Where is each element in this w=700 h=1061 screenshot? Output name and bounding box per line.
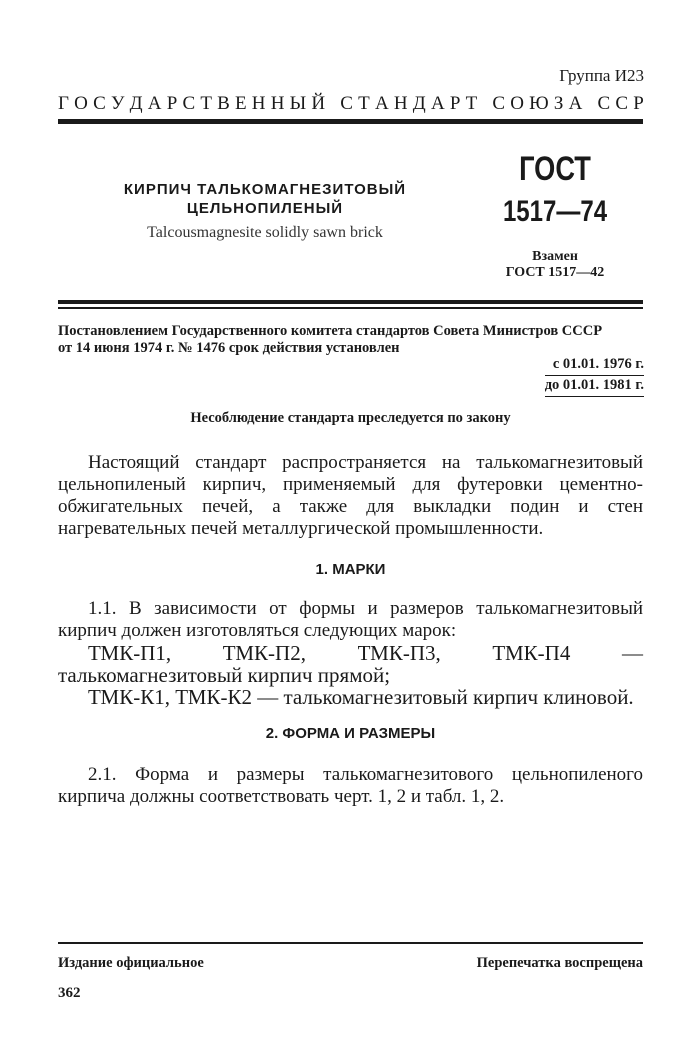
intro-text: Настоящий стандарт распространяется на талькомагнезитовый цельнопиленый кирпич, применяемый для футеровки цементно-обжигательных печей, а также для выкладки подин и стен нагревательных печей металлургической промышленности. — [58, 452, 643, 539]
decree-line-1: Постановлением Государственного комитета стандартов Совета Министров СССР — [58, 323, 603, 339]
title-rule-thin — [58, 307, 643, 309]
section-1-p2: ТМК-П1, ТМК-П2, ТМК-П3, ТМК-П4 — талькомагнезитовый кирпич прямой; — [58, 641, 643, 687]
title-block — [100, 180, 430, 242]
intro-paragraph — [58, 452, 643, 540]
replaces-value: ГОСТ 1517—42 — [505, 265, 605, 280]
gost-block — [480, 150, 630, 281]
header-rule — [58, 119, 643, 124]
section-2-p1: 2.1. Форма и размеры талькомагнезитового цельнопиленого кирпича должны соответствовать черт. 1, 2 и табл. 1, 2. — [58, 764, 643, 807]
decree-line-2: от 14 июня 1974 г. № 1476 срок действия установлен — [58, 340, 400, 356]
gost-number: 1517—74 — [502, 195, 608, 228]
decree-text — [58, 323, 643, 357]
validity-dates — [545, 355, 644, 397]
footer-rule — [58, 942, 643, 944]
date-from: с 01.01. 1976 г. — [552, 356, 644, 372]
group-code: Группа И23 — [559, 66, 644, 85]
footer — [58, 955, 643, 972]
title-rule-thick — [58, 300, 643, 304]
section-2-body — [58, 764, 643, 808]
gost-label: ГОСТ — [519, 150, 591, 188]
legal-notice: Несоблюдение стандарта преследуется по закону — [190, 410, 511, 426]
state-standard-heading: Г О С У Д А Р С Т В Е Н Н Ы Й С Т А Н Д А Р Т С О Ю З А С С Р — [58, 93, 646, 114]
section-2-heading: 2. ФОРМА И РАЗМЕРЫ — [265, 725, 436, 742]
title-line-2: ЦЕЛЬНОПИЛЕНЫЙ — [186, 200, 344, 217]
section-1-heading: 1. МАРКИ — [315, 561, 386, 578]
date-to: до 01.01. 1981 г. — [545, 375, 644, 397]
reprint-note: Перепечатка воспрещена — [476, 955, 643, 971]
page-number: 362 — [58, 985, 81, 1001]
title-english: Talcousmagnesite solidly sawn brick — [147, 224, 383, 241]
section-1-body — [58, 598, 643, 708]
edition-note: Издание официальное — [58, 955, 204, 971]
title-line-1: КИРПИЧ ТАЛЬКОМАГНЕЗИТОВЫЙ — [123, 181, 407, 198]
section-1-p1: 1.1. В зависимости от формы и размеров талькомагнезитовый кирпич должен изготовляться следующих марок: — [58, 598, 643, 641]
section-1-p3: ТМК-К1, ТМК-К2 — талькомагнезитовый кирпич клиновой. — [88, 685, 634, 709]
replaces-label: Взамен — [532, 249, 578, 264]
